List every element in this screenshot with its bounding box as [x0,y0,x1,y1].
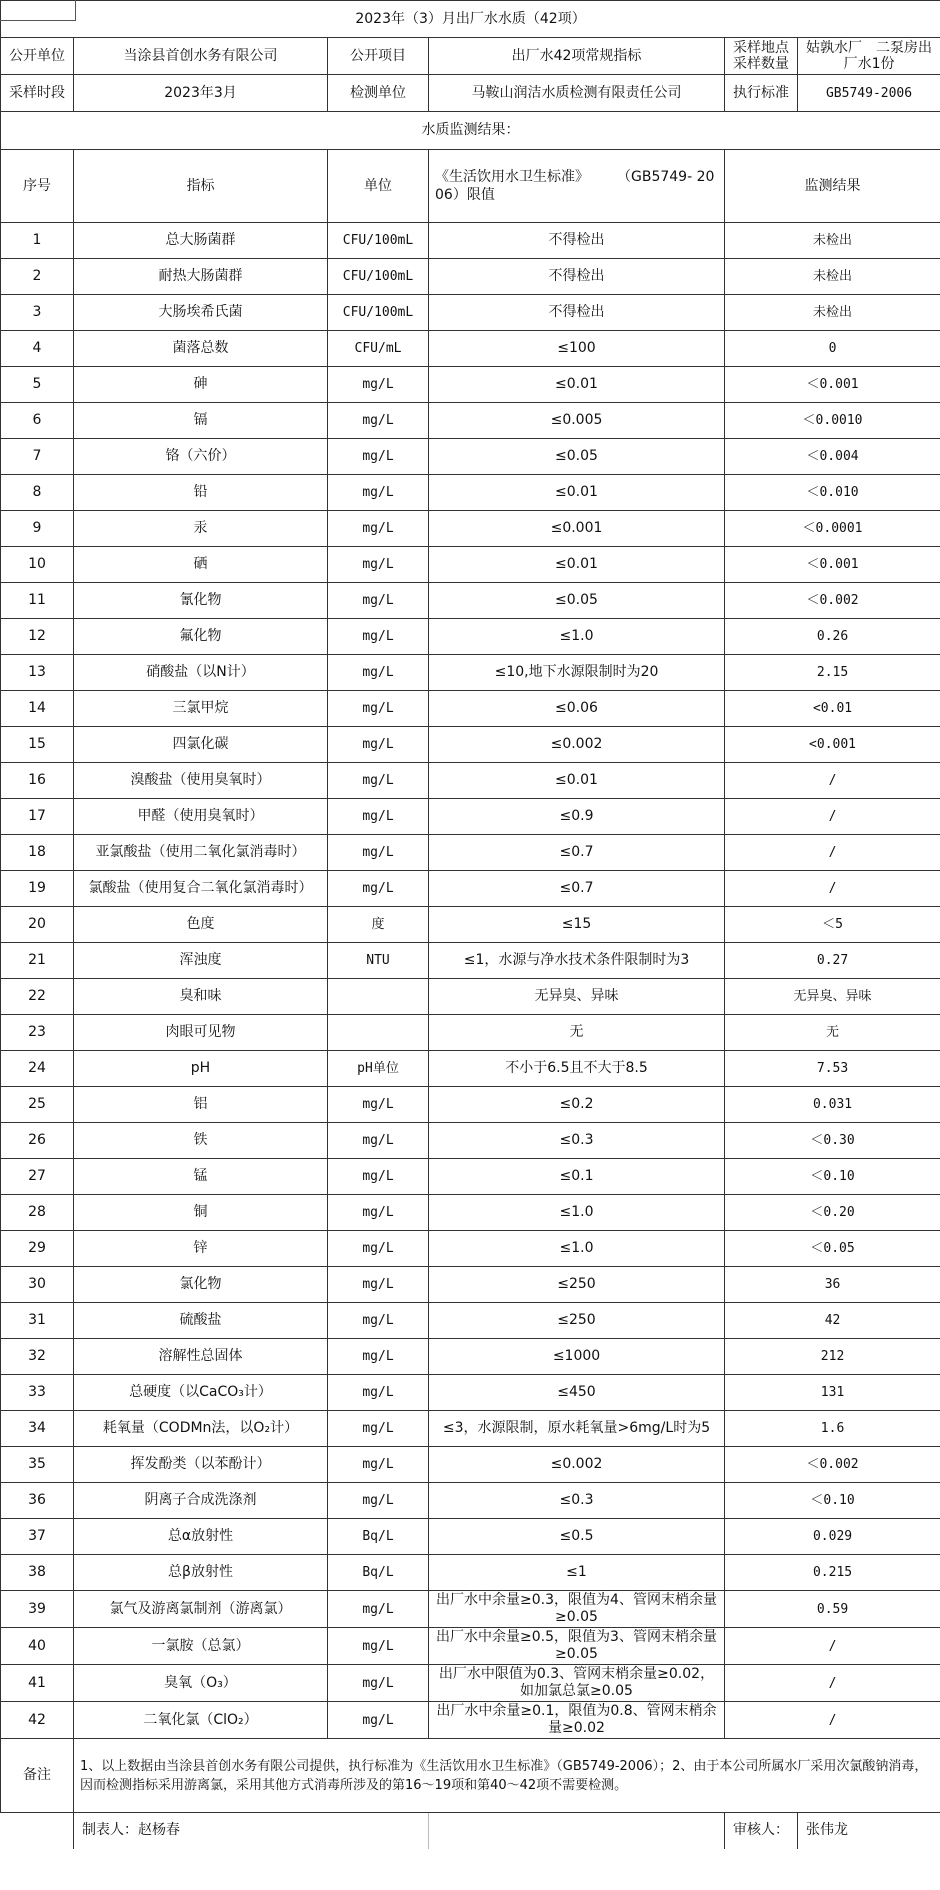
row-limit: ≤1.0 [429,619,725,655]
row-unit: mg/L [328,655,429,691]
row-unit: mg/L [328,1267,429,1303]
row-no: 23 [1,1015,74,1051]
row-indicator: 总硬度（以CaCO₃计） [74,1375,328,1411]
row-unit: CFU/100mL [328,295,429,331]
row-no: 19 [1,871,74,907]
row-result: ＜0.05 [725,1231,940,1267]
header-limit-line2: 2006）限值 [435,169,715,203]
row-result: 未检出 [725,259,940,295]
row-limit: 不得检出 [429,223,725,259]
preparer [74,1813,328,1849]
row-indicator: 氯气及游离氯制剂（游离氯） [74,1591,328,1628]
row-no: 26 [1,1123,74,1159]
row-indicator: 菌落总数 [74,331,328,367]
row-no: 4 [1,331,74,367]
row-limit: ≤1.0 [429,1195,725,1231]
table-row [1,871,940,907]
row-limit: ≤0.001 [429,511,725,547]
row-indicator: 氰化物 [74,583,328,619]
row-result: / [725,1702,940,1739]
row-no: 34 [1,1411,74,1447]
row-result: ＜0.001 [725,547,940,583]
table-row [1,1411,940,1447]
item-value: 出厂水42项常规指标 [429,38,725,75]
site-value: 姑孰水厂 二泵房出 [806,40,933,56]
row-no: 20 [1,907,74,943]
row-unit: mg/L [328,547,429,583]
row-limit: ≤1，水源与净水技术条件限制时为3 [429,943,725,979]
row-result: ＜5 [725,907,940,943]
row-indicator: 铬（六价） [74,439,328,475]
row-no: 13 [1,655,74,691]
row-limit: ≤0.1 [429,1159,725,1195]
row-no: 29 [1,1231,74,1267]
table-row [1,907,940,943]
table-row [1,619,940,655]
preparer-name: 赵杨春 [138,1822,180,1839]
row-no: 15 [1,727,74,763]
row-indicator: 铁 [74,1123,328,1159]
row-result: 0.029 [725,1519,940,1555]
row-result: ＜0.010 [725,475,940,511]
row-indicator: 甲醛（使用臭氧时） [74,799,328,835]
row-limit: ≤3，水源限制，原水耗氧量>6mg/L时为5 [429,1411,725,1447]
table-row [1,331,940,367]
row-result: 0 [725,331,940,367]
row-unit: mg/L [328,1483,429,1519]
row-indicator: 肉眼可见物 [74,1015,328,1051]
footer-blank [1,1813,74,1849]
row-no: 30 [1,1267,74,1303]
row-indicator: 色度 [74,907,328,943]
row-result: 无异臭、异味 [725,979,940,1015]
row-no: 10 [1,547,74,583]
row-indicator: 挥发酚类（以苯酚计） [74,1447,328,1483]
row-no: 36 [1,1483,74,1519]
table-row [1,1447,940,1483]
row-unit: mg/L [328,1628,429,1665]
table-row [1,1519,940,1555]
row-unit: mg/L [328,763,429,799]
row-limit: 无 [429,1015,725,1051]
row-unit: mg/L [328,403,429,439]
row-no: 39 [1,1591,74,1628]
table-row [1,403,940,439]
header-no: 序号 [1,150,74,223]
table-row [1,259,940,295]
note-label: 备注 [1,1739,74,1813]
header-limit-line1: 《生活饮用水卫生标准》 （GB5749- [435,169,693,185]
row-result: / [725,763,940,799]
row-no: 21 [1,943,74,979]
row-limit: 出厂水中余量≥0.1，限值为0.8、管网末梢余量≥0.02 [429,1702,725,1739]
row-unit: mg/L [328,835,429,871]
table-row [1,1628,940,1665]
row-no: 16 [1,763,74,799]
row-limit: ≤0.2 [429,1087,725,1123]
row-unit: mg/L [328,1159,429,1195]
row-no: 31 [1,1303,74,1339]
table-row [1,943,940,979]
row-no: 41 [1,1665,74,1702]
row-limit: ≤1000 [429,1339,725,1375]
row-no: 27 [1,1159,74,1195]
row-unit: mg/L [328,1375,429,1411]
row-unit: CFU/mL [328,331,429,367]
row-indicator: 氯化物 [74,1267,328,1303]
row-indicator: 耗氧量（CODMn法，以O₂计） [74,1411,328,1447]
row-indicator: 铅 [74,475,328,511]
row-limit: ≤0.01 [429,475,725,511]
table-row [1,1702,940,1739]
row-unit: mg/L [328,1339,429,1375]
row-indicator: 汞 [74,511,328,547]
row-no: 17 [1,799,74,835]
table-row [1,1087,940,1123]
table-row [1,1555,940,1591]
row-unit: mg/L [328,871,429,907]
row-limit: ≤0.01 [429,763,725,799]
row-indicator: 溶解性总固体 [74,1339,328,1375]
row-indicator: 三氯甲烷 [74,691,328,727]
section-title: 水质监测结果： [1,112,940,150]
standard-label: 执行标准 [725,75,798,112]
row-result: / [725,1665,940,1702]
row-limit: ≤1.0 [429,1231,725,1267]
row-result: 212 [725,1339,940,1375]
table-row [1,1375,940,1411]
row-no: 11 [1,583,74,619]
row-limit: 不得检出 [429,259,725,295]
row-unit: CFU/100mL [328,223,429,259]
row-indicator: 总β放射性 [74,1555,328,1591]
row-result: 0.27 [725,943,940,979]
row-limit: ≤0.002 [429,1447,725,1483]
row-indicator: 硫酸盐 [74,1303,328,1339]
lab-value: 马鞍山润洁水质检测有限责任公司 [429,75,725,112]
row-result: / [725,799,940,835]
row-unit: mg/L [328,475,429,511]
row-unit: mg/L [328,1123,429,1159]
table-row [1,1231,940,1267]
row-no: 12 [1,619,74,655]
row-unit: pH单位 [328,1051,429,1087]
table-row [1,1123,940,1159]
standard-value: GB5749-2006 [798,75,940,112]
row-limit: ≤450 [429,1375,725,1411]
row-result: <0.001 [725,727,940,763]
row-unit: mg/L [328,619,429,655]
row-unit [328,979,429,1015]
row-limit: 出厂水中余量≥0.3，限值为4、管网末梢余量≥0.05 [429,1591,725,1628]
row-result: 无 [725,1015,940,1051]
row-result: 131 [725,1375,940,1411]
header-unit: 单位 [328,150,429,223]
row-unit: CFU/100mL [328,259,429,295]
row-no: 33 [1,1375,74,1411]
row-no: 28 [1,1195,74,1231]
row-unit: mg/L [328,727,429,763]
row-unit: mg/L [328,583,429,619]
row-no: 22 [1,979,74,1015]
row-indicator: 锰 [74,1159,328,1195]
row-result: 0.215 [725,1555,940,1591]
row-no: 32 [1,1339,74,1375]
row-no: 2 [1,259,74,295]
row-no: 37 [1,1519,74,1555]
row-limit: ≤250 [429,1303,725,1339]
row-indicator: 总大肠菌群 [74,223,328,259]
row-limit: 出厂水中限值为0.3、管网末梢余量≥0.02，如加氯总氯≥0.05 [429,1665,725,1702]
period-value: 2023年3月 [74,75,328,112]
table-row [1,439,940,475]
row-no: 18 [1,835,74,871]
row-unit: mg/L [328,1195,429,1231]
row-unit: mg/L [328,1591,429,1628]
footer-gap [328,1813,429,1849]
row-no: 6 [1,403,74,439]
row-indicator: 砷 [74,367,328,403]
row-unit: mg/L [328,1303,429,1339]
preparer-label: 制表人： [82,1822,138,1839]
row-limit: ≤0.3 [429,1123,725,1159]
row-indicator: 铜 [74,1195,328,1231]
row-limit: ≤0.5 [429,1519,725,1555]
row-unit: mg/L [328,1231,429,1267]
row-limit: ≤15 [429,907,725,943]
row-unit: mg/L [328,799,429,835]
row-unit: 度 [328,907,429,943]
row-limit: ≤1 [429,1555,725,1591]
row-unit: mg/L [328,367,429,403]
row-unit: mg/L [328,511,429,547]
row-result: / [725,1628,940,1665]
row-result: ＜0.0010 [725,403,940,439]
table-row [1,367,940,403]
row-result: <0.01 [725,691,940,727]
row-limit: ≤0.01 [429,367,725,403]
row-unit: mg/L [328,1665,429,1702]
table-row [1,1303,940,1339]
table-row [1,835,940,871]
table-row [1,295,940,331]
row-limit: ≤250 [429,1267,725,1303]
row-indicator: 溴酸盐（使用臭氧时） [74,763,328,799]
table-row [1,223,940,259]
row-no: 9 [1,511,74,547]
table-row [1,763,940,799]
row-limit: ≤10,地下水源限制时为20 [429,655,725,691]
row-indicator: 二氧化氯（ClO₂） [74,1702,328,1739]
row-no: 3 [1,295,74,331]
row-unit: mg/L [328,439,429,475]
row-unit: Bq/L [328,1519,429,1555]
row-indicator: 硝酸盐（以N计） [74,655,328,691]
row-result: ＜0.10 [725,1159,940,1195]
table-row [1,511,940,547]
site-label: 采样地点 [733,40,789,56]
row-result: 未检出 [725,223,940,259]
row-limit: ≤0.7 [429,871,725,907]
row-no: 40 [1,1628,74,1665]
row-result: ＜0.002 [725,1447,940,1483]
row-indicator: 氯酸盐（使用复合二氧化氯消毒时） [74,871,328,907]
row-result: 2.15 [725,655,940,691]
footer-gap2 [429,1813,725,1849]
row-result: 0.031 [725,1087,940,1123]
table-row [1,979,940,1015]
row-no: 38 [1,1555,74,1591]
header-limit [429,150,725,223]
row-no: 42 [1,1702,74,1739]
item-label: 公开项目 [328,38,429,75]
count-value: 厂水1份 [843,56,895,72]
row-limit: ≤0.01 [429,547,725,583]
row-unit: Bq/L [328,1555,429,1591]
row-indicator: 氟化物 [74,619,328,655]
row-result: ＜0.002 [725,583,940,619]
row-limit: ≤0.7 [429,835,725,871]
row-unit: mg/L [328,1447,429,1483]
row-result: ＜0.004 [725,439,940,475]
row-no: 14 [1,691,74,727]
table-row [1,1051,940,1087]
table-row [1,583,940,619]
publisher-value: 当涂县首创水务有限公司 [74,38,328,75]
row-indicator: 四氯化碳 [74,727,328,763]
row-result: 1.6 [725,1411,940,1447]
row-limit: 无异臭、异味 [429,979,725,1015]
reviewer-name: 张伟龙 [798,1813,940,1849]
header-indicator: 指标 [74,150,328,223]
row-result: 未检出 [725,295,940,331]
reviewer-label: 审核人： [725,1813,798,1849]
table-row [1,1195,940,1231]
row-indicator: 锌 [74,1231,328,1267]
table-row [1,1665,940,1702]
table-row [1,799,940,835]
row-limit: ≤0.06 [429,691,725,727]
row-limit: 出厂水中余量≥0.5，限值为3、管网末梢余量≥0.05 [429,1628,725,1665]
row-unit: mg/L [328,1411,429,1447]
row-no: 24 [1,1051,74,1087]
row-indicator: 臭氧（O₃） [74,1665,328,1702]
row-indicator: 臭和味 [74,979,328,1015]
row-limit: 不得检出 [429,295,725,331]
row-indicator: 一氯胺（总氯） [74,1628,328,1665]
row-result: 0.59 [725,1591,940,1628]
row-limit: ≤0.9 [429,799,725,835]
row-limit: ≤0.05 [429,439,725,475]
row-indicator: 浑浊度 [74,943,328,979]
row-indicator: 硒 [74,547,328,583]
row-indicator: pH [74,1051,328,1087]
row-no: 35 [1,1447,74,1483]
row-result: / [725,871,940,907]
row-result: ＜0.001 [725,367,940,403]
row-indicator: 大肠埃希氏菌 [74,295,328,331]
row-result: ＜0.0001 [725,511,940,547]
table-row [1,1267,940,1303]
row-limit: ≤100 [429,331,725,367]
row-limit: ≤0.002 [429,727,725,763]
row-no: 5 [1,367,74,403]
row-result: 42 [725,1303,940,1339]
row-limit: ≤0.005 [429,403,725,439]
row-limit: ≤0.3 [429,1483,725,1519]
row-result: 0.26 [725,619,940,655]
row-no: 8 [1,475,74,511]
row-result: ＜0.20 [725,1195,940,1231]
period-label: 采样时段 [1,75,74,112]
row-unit: mg/L [328,1702,429,1739]
table-row [1,1339,940,1375]
row-limit: 不小于6.5且不大于8.5 [429,1051,725,1087]
table-row [1,1591,940,1628]
table-row [1,655,940,691]
row-indicator: 总α放射性 [74,1519,328,1555]
row-indicator: 镉 [74,403,328,439]
row-limit: ≤0.05 [429,583,725,619]
site-count-value [798,38,940,75]
row-indicator: 耐热大肠菌群 [74,259,328,295]
row-result: ＜0.10 [725,1483,940,1519]
row-no: 7 [1,439,74,475]
lab-label: 检测单位 [328,75,429,112]
table-row [1,691,940,727]
count-label: 采样数量 [733,56,789,72]
note-text: 1、以上数据由当涂县首创水务有限公司提供，执行标准为《生活饮用水卫生标准》（GB5749-2006）；2、由于本公司所属水厂采用次氯酸钠消毒，因而检测指标采用游离氯，采用其他方式消毒所涉及的第16～19项和第40～42项不需要检测。 [74,1739,940,1813]
row-no: 25 [1,1087,74,1123]
table-row [1,727,940,763]
row-result: 7.53 [725,1051,940,1087]
row-unit: mg/L [328,691,429,727]
row-indicator: 铝 [74,1087,328,1123]
row-result: ＜0.30 [725,1123,940,1159]
table-row [1,475,940,511]
row-result: 36 [725,1267,940,1303]
row-unit [328,1015,429,1051]
report-title: 2023年（3）月出厂水水质（42项） [1,1,940,38]
row-unit: NTU [328,943,429,979]
row-unit: mg/L [328,1087,429,1123]
row-no: 1 [1,223,74,259]
table-row [1,1483,940,1519]
publisher-label: 公开单位 [1,38,74,75]
table-row [1,1159,940,1195]
table-row [1,547,940,583]
row-result: / [725,835,940,871]
site-count-label [725,38,798,75]
corner-tab [0,0,76,21]
row-indicator: 亚氯酸盐（使用二氧化氯消毒时） [74,835,328,871]
table-row [1,1015,940,1051]
header-result: 监测结果 [725,150,940,223]
row-indicator: 阴离子合成洗涤剂 [74,1483,328,1519]
